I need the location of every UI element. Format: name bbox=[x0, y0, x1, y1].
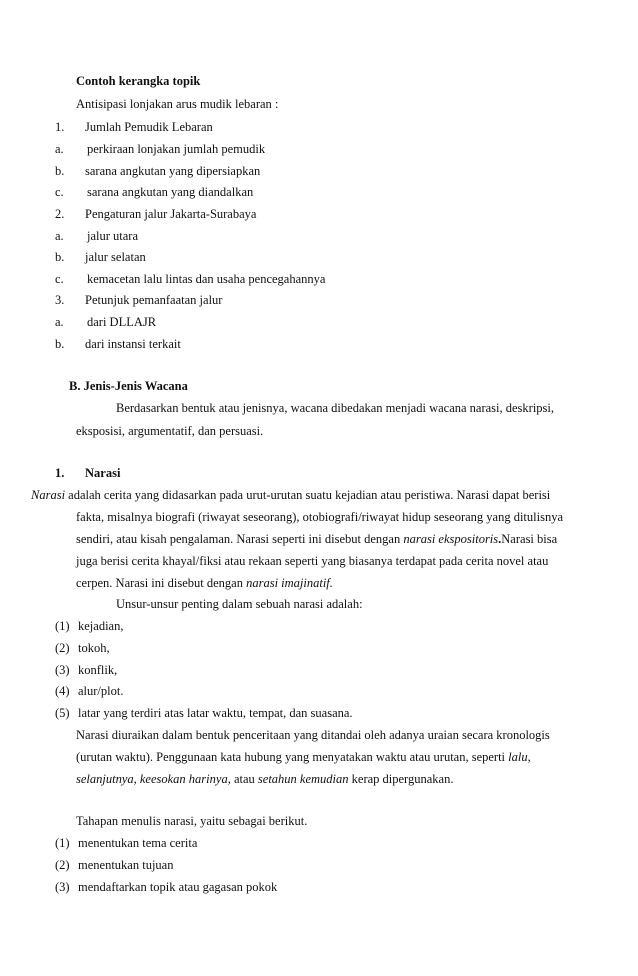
element-text: konflik, bbox=[78, 663, 118, 677]
outline-item-num: a. bbox=[55, 142, 64, 156]
outline-item-num: a. bbox=[55, 315, 64, 329]
text-span: atau bbox=[230, 772, 258, 786]
section-b-heading: B. Jenis-Jenis Wacana bbox=[69, 379, 188, 393]
outline-item-num: c. bbox=[55, 272, 64, 286]
steps-intro: Tahapan menulis narasi, yaitu sebagai berikut. bbox=[76, 814, 308, 828]
section-b-paragraph-line: Berdasarkan bentuk atau jenisnya, wacana dibedakan menjadi wacana narasi, deskripsi, bbox=[116, 401, 555, 415]
term-narasi: Narasi bbox=[31, 488, 66, 502]
step-text: menentukan tujuan bbox=[78, 858, 174, 872]
section-b-paragraph-line: eksposisi, argumentatif, dan persuasi. bbox=[76, 424, 264, 438]
outline-topic: Antisipasi lonjakan arus mudik lebaran : bbox=[76, 97, 279, 111]
outline-item-num: 3. bbox=[55, 293, 65, 307]
narasi-number: 1. bbox=[55, 466, 65, 480]
narasi-paragraph-line bbox=[76, 531, 557, 547]
outline-item-num: b. bbox=[55, 164, 65, 178]
element-num: (5) bbox=[55, 706, 70, 720]
element-text: kejadian, bbox=[78, 619, 124, 633]
outline-item-text: jalur selatan bbox=[85, 250, 146, 264]
text-span: cerpen. Narasi ini disebut dengan bbox=[76, 576, 247, 590]
narasi-paragraph-line bbox=[31, 487, 550, 503]
element-num: (4) bbox=[55, 684, 70, 698]
term-selanjutnya: selanjutnya, keesokan harinya, bbox=[76, 772, 231, 786]
step-num: (1) bbox=[55, 836, 70, 850]
element-text: latar yang terdiri atas latar waktu, tempat, dan suasana. bbox=[78, 706, 353, 720]
element-num: (1) bbox=[55, 619, 70, 633]
narasi-paragraph-line: juga berisi cerita khayal/fiksi atau rekaan seperti yang biasanya terdapat pada cerita novel atau bbox=[76, 554, 549, 568]
narasi-paragraph2-line bbox=[76, 749, 531, 765]
text-span: kerap dipergunakan. bbox=[348, 772, 454, 786]
term-narasi-imajinatif: narasi imajinatif. bbox=[246, 576, 333, 590]
step-num: (2) bbox=[55, 858, 70, 872]
outline-item-text: jalur utara bbox=[87, 229, 139, 243]
narasi-paragraph2-line bbox=[76, 771, 453, 787]
outline-item-text: sarana angkutan yang dipersiapkan bbox=[85, 164, 261, 178]
narasi-paragraph2-line: Narasi diuraikan dalam bentuk penceritaan yang ditandai oleh adanya uraian secara kronologis bbox=[76, 728, 550, 742]
element-num: (2) bbox=[55, 641, 70, 655]
narasi-paragraph-line: fakta, misalnya biografi (riwayat seseorang), otobiografi/riwayat hidup seseorang yang ditulisnya bbox=[76, 510, 564, 524]
step-text: menentukan tema cerita bbox=[78, 836, 198, 850]
text-span: . bbox=[498, 532, 502, 546]
outline-item-text: Petunjuk pemanfaatan jalur bbox=[85, 293, 223, 307]
outline-item-text: Pengaturan jalur Jakarta-Surabaya bbox=[85, 207, 257, 221]
element-text: alur/plot. bbox=[78, 684, 124, 698]
element-text: tokoh, bbox=[78, 641, 110, 655]
outline-item-num: 2. bbox=[55, 207, 65, 221]
text-span: Narasi bisa bbox=[501, 532, 558, 546]
outline-item-text: dari DLLAJR bbox=[87, 315, 157, 329]
narasi-paragraph-line bbox=[76, 575, 333, 591]
outline-item-num: b. bbox=[55, 337, 65, 351]
outline-item-num: c. bbox=[55, 185, 64, 199]
outline-item-num: 1. bbox=[55, 120, 65, 134]
elements-intro: Unsur-unsur penting dalam sebuah narasi adalah: bbox=[116, 597, 363, 611]
outline-item-text: perkiraan lonjakan jumlah pemudik bbox=[87, 142, 266, 156]
term-setahun-kemudian: setahun kemudian bbox=[257, 772, 349, 786]
term-narasi-ekspositoris: narasi ekspositoris bbox=[403, 532, 499, 546]
step-text: mendaftarkan topik atau gagasan pokok bbox=[78, 880, 278, 894]
text-span: sendiri, atau kisah pengalaman. Narasi seperti ini disebut dengan bbox=[76, 532, 404, 546]
narasi-heading: Narasi bbox=[85, 466, 121, 480]
outline-heading: Contoh kerangka topik bbox=[76, 74, 201, 88]
outline-item-num: a. bbox=[55, 229, 64, 243]
text-span: (urutan waktu). Penggunaan kata hubung yang menyatakan waktu atau urutan, seperti bbox=[76, 750, 509, 764]
text-span: adalah cerita yang didasarkan pada urut-urutan suatu kejadian atau peristiwa. Narasi dapat berisi bbox=[65, 488, 551, 502]
element-num: (3) bbox=[55, 663, 70, 677]
outline-item-num: b. bbox=[55, 250, 65, 264]
outline-item-text: sarana angkutan yang diandalkan bbox=[87, 185, 254, 199]
outline-item-text: kemacetan lalu lintas dan usaha pencegahannya bbox=[87, 272, 326, 286]
term-lalu: lalu, bbox=[508, 750, 531, 764]
outline-item-text: Jumlah Pemudik Lebaran bbox=[85, 120, 213, 134]
outline-item-text: dari instansi terkait bbox=[85, 337, 181, 351]
step-num: (3) bbox=[55, 880, 70, 894]
